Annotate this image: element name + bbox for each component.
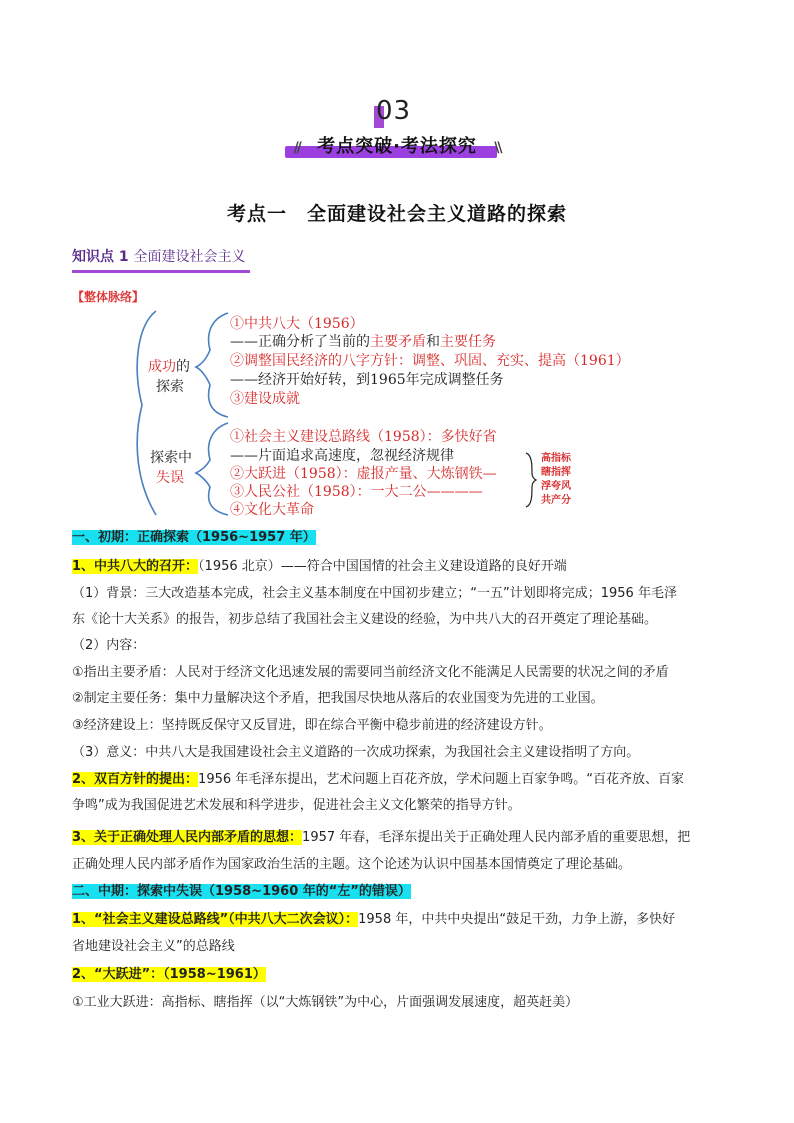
para-double-hundred-2: 争鸣”成为我国促进艺术发展和科学进步，促进社会主义文化繁荣的指导方针。: [72, 798, 521, 813]
heading-early-period-text: 一、初期：正确探索（1956~1957 年）: [72, 530, 316, 545]
side-brace: [526, 453, 536, 507]
success-black-text1: 的: [176, 359, 190, 375]
para-general-line: [72, 912, 675, 928]
fail-item-3: ③人民公社（1958）：一大二公————: [230, 484, 483, 500]
success-item-1-sub-prefix: ——正确分析了当前的: [230, 334, 370, 350]
fail-item-1-sub: ——片面追求高速度，忽视经济规律: [230, 448, 454, 464]
para-double-hundred: [72, 772, 684, 788]
overall-outline-label: 【整体脉络】: [72, 290, 145, 304]
banner-title: [270, 132, 524, 158]
success-item-1: ①中共八大（1956）: [230, 316, 364, 332]
fail-item-4: ④文化大革命: [230, 502, 314, 518]
knowledge-point-number: 知识点 1: [72, 249, 129, 265]
para-background-2: 东《论十大关系》的报告，初步总结了我国社会主义建设的经验，为中共八大的召开奠定了理论基础。: [72, 612, 658, 627]
side-label-2: 瞎指挥: [541, 467, 571, 478]
success-item-3: ③建设成就: [230, 391, 300, 407]
para-great-leap: [72, 967, 266, 983]
section-title: 考点一 全面建设社会主义道路的探索: [226, 203, 567, 225]
side-label-4: 共产分: [541, 495, 571, 506]
success-group-label: [148, 357, 190, 397]
success-item-2-sub: ——经济开始好转，到1965年完成调整任务: [230, 372, 504, 388]
para-general-line-2: 省地建设社会主义”的总路线: [72, 939, 235, 954]
fail-item-1: ①社会主义建设总路线（1958）：多快好省: [230, 429, 497, 445]
para-cpc-8th: [72, 559, 567, 575]
knowledge-point-label: [72, 244, 250, 273]
section-number: 03: [376, 96, 412, 126]
banner-slash-left: //: [293, 140, 300, 156]
upper-brace: [196, 313, 228, 417]
para-contradictions-2: 正确处理人民内部矛盾作为国家政治生活的主题。这个论述为认识中国基本国情奠定了理论基础。: [72, 857, 632, 872]
heading-middle-period: [72, 884, 411, 900]
para-industry-leap: ①工业大跃进：高指标、瞎指挥（以“大炼钢铁”为中心，片面强调发展速度，超英赶美）: [72, 995, 579, 1010]
success-black-text2: 探索: [156, 379, 184, 395]
success-item-1-sub-mid: 和: [426, 334, 440, 350]
para-great-leap-highlight: 2、“大跃进”：（1958~1961）: [72, 967, 266, 982]
para-background-1: （1）背景：三大改造基本完成，社会主义基本制度在中国初步建立；“一五”计划即将完成；1956 年毛泽: [72, 586, 677, 601]
para-cpc-8th-text: （1956 北京）——符合中国国情的社会主义建设道路的良好开端: [198, 559, 567, 574]
para-significance: （3）意义：中共八大是我国建设社会主义道路的一次成功探索，为我国社会主义建设指明了方向。: [72, 745, 640, 760]
para-cpc-8th-highlight: 1、中共八大的召开：: [72, 559, 199, 574]
fail-black-text: 探索中: [150, 450, 192, 466]
fail-group-label: [150, 448, 192, 488]
para-general-line-text: 1958 年，中共中央提出“鼓足干劲，力争上游，多快好: [358, 912, 676, 927]
success-red-text: 成功: [148, 359, 176, 375]
para-content-label: （2）内容：: [72, 638, 146, 653]
para-contradictions-text: 1957 年春，毛泽东提出关于正确处理人民内部矛盾的重要思想，把: [302, 830, 691, 845]
fail-red-text: 失误: [156, 470, 184, 486]
heading-middle-period-text: 二、中期：探索中失误（1958~1960 年的“左”的错误）: [72, 884, 411, 899]
para-content-1: ①指出主要矛盾：人民对于经济文化迅速发展的需要同当前经济文化不能满足人民需要的状况之间的矛盾: [72, 665, 669, 680]
success-item-1-sub: [230, 331, 496, 351]
main-contradiction-text: 主要矛盾: [370, 334, 426, 350]
para-content-2: ②制定主要任务：集中力量解决这个矛盾，把我国尽快地从落后的农业国变为先进的工业国。: [72, 691, 604, 706]
para-double-hundred-text: 1956 年毛泽东提出，艺术问题上百花齐放，学术问题上百家争鸣。“百花齐放、百家: [198, 772, 684, 787]
para-general-line-highlight: 1、“社会主义建设总路线”（中共八大二次会议）：: [72, 912, 359, 927]
main-task-text: 主要任务: [440, 334, 496, 350]
side-label-1: 高指标: [541, 453, 571, 464]
side-label-3: 浮夸风: [541, 481, 571, 492]
knowledge-point-name: 全面建设社会主义: [133, 249, 246, 265]
side-labels: [541, 452, 571, 508]
heading-early-period: [72, 530, 316, 546]
para-contradictions: [72, 830, 690, 846]
para-double-hundred-highlight: 2、双百方针的提出：: [72, 772, 199, 787]
para-contradictions-highlight: 3、关于正确处理人民内部矛盾的思想：: [72, 830, 303, 845]
banner-slash-right: \\: [494, 140, 501, 156]
success-item-2: ②调整国民经济的八字方针：调整、巩固、充实、提高（1961）: [230, 353, 630, 369]
para-content-3: ③经济建设上：坚持既反保守又反冒进，即在综合平衡中稳步前进的经济建设方针。: [72, 718, 552, 733]
banner-label: 考点突破·考法探究: [317, 136, 477, 157]
lower-brace: [196, 423, 228, 515]
fail-item-2: ②大跃进（1958）：虚报产量、大炼钢铁—: [230, 466, 497, 482]
